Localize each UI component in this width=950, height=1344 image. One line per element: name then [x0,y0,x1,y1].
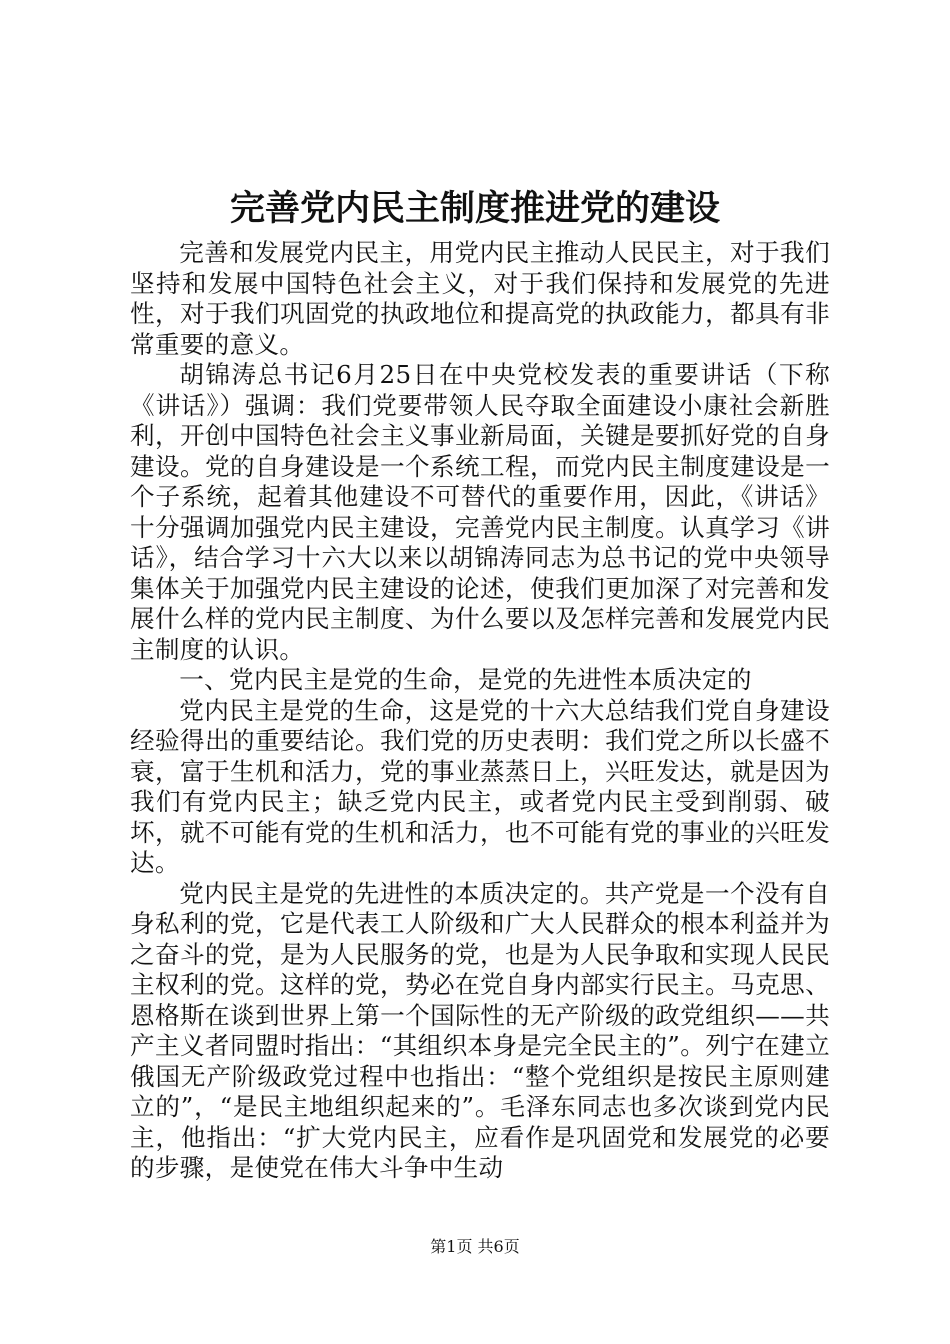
page-indicator: 第1页 共6页 [430,1237,520,1256]
paragraph-intro: 完善和发展党内民主，用党内民主推动人民民主，对于我们坚持和发展中国特色社会主义，对于我们保持和发展党的先进性，对于我们巩固党的执政地位和提高党的执政能力，都具有非常重要的意义。 [130,238,830,359]
paragraph-speech: 胡锦涛总书记6月25日在中央党校发表的重要讲话（下称《讲话》）强调：我们党要带领人民夺取全面建设小康社会新胜利，开创中国特色社会主义事业新局面，关键是要抓好党的自身建设。党的自身建设是一个系统工程，而党内民主制度建设是一个子系统，起着其他建设不可替代的重要作用，因此，《讲话》十分强调加强党内民主建设，完善党内民主制度。认真学习《讲话》，结合学习十六大以来以胡锦涛同志为总书记的党中央领导集体关于加强党内民主建设的论述，使我们更加深了对完善和发展什么样的党内民主制度、为什么要以及怎样完善和发展党内民主制度的认识。 [130,360,830,664]
paragraph-party-life: 党内民主是党的生命，这是党的十六大总结我们党自身建设经验得出的重要结论。我们党的历史表明：我们党之所以长盛不衰，富于生机和活力，党的事业蒸蒸日上，兴旺发达，就是因为我们有党内民主；缺乏党内民主，或者党内民主受到削弱、破坏，就不可能有党的生机和活力，也不可能有党的事业的兴旺发达。 [130,695,830,877]
paragraph-advanced-nature: 党内民主是党的先进性的本质决定的。共产党是一个没有自身私利的党，它是代表工人阶级和广大人民群众的根本利益并为之奋斗的党，是为人民服务的党，也是为人民争取和实现人民民主权利的党。这样的党，势必在党自身内部实行民主。马克思、恩格斯在谈到世界上第一个国际性的无产阶级的政党组织——共产主义者同盟时指出：“其组织本身是完全民主的”。列宁在建立俄国无产阶级政党过程中也指出：“整个党组织是按民主原则建立的”，“是民主地组织起来的”。毛泽东同志也多次谈到党内民主，他指出：“扩大党内民主，应看作是巩固党和发展党的必要的步骤，是使党在伟大斗争中生动 [130,878,830,1182]
document-body [130,238,830,1184]
section-heading-1: 一、党内民主是党的生命，是党的先进性本质决定的 [179,665,752,694]
document-title: 完善党内民主制度推进党的建设 [229,188,720,229]
